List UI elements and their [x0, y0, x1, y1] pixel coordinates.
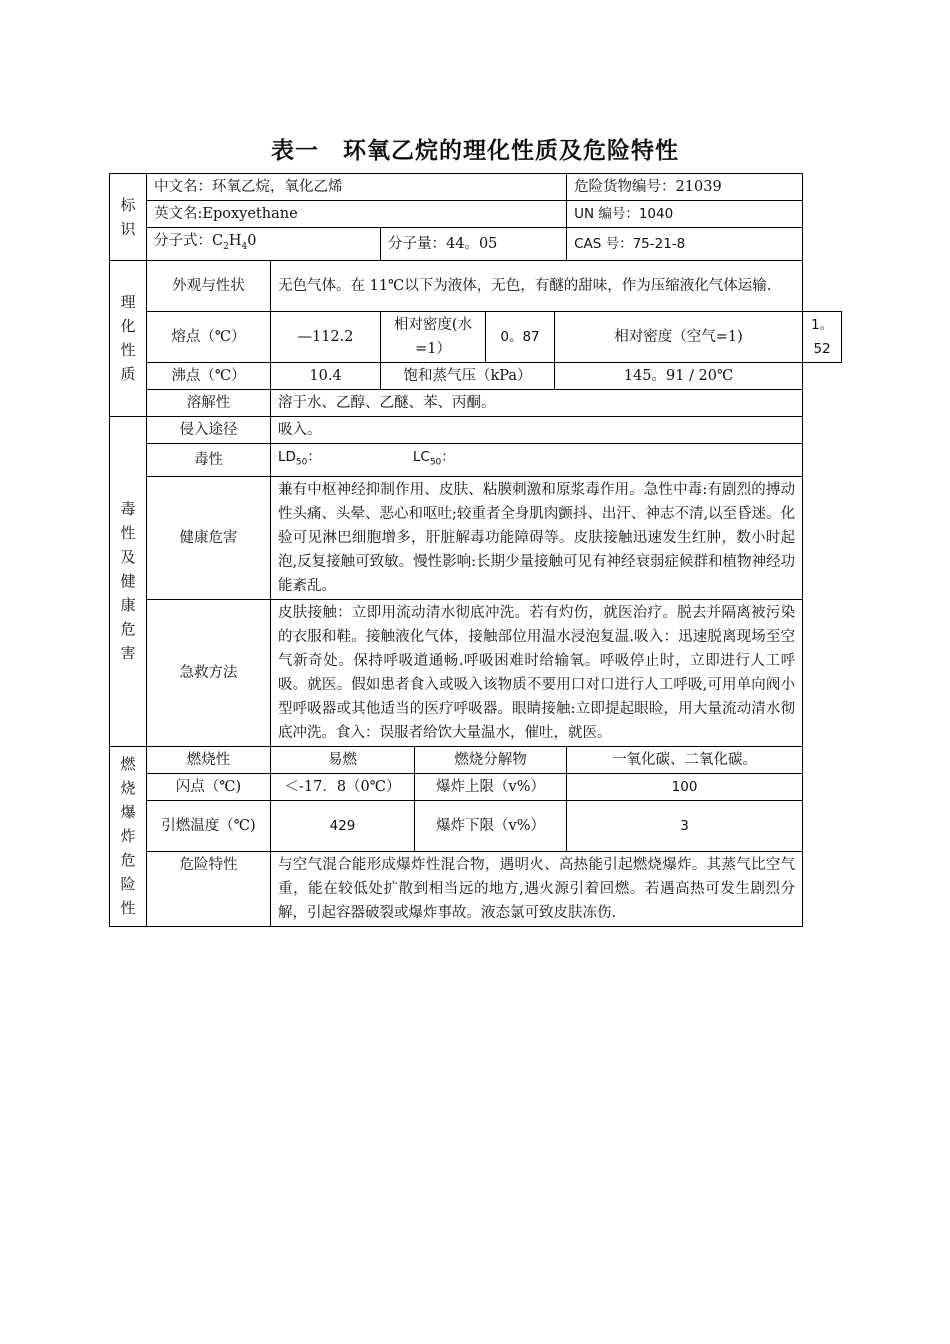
- table-row: [110, 476, 842, 599]
- appearance-value: 无色气体。在 11℃以下为液体，无色，有醚的甜味，作为压缩液化气体运输.: [271, 260, 803, 311]
- ignition-temp-value: 429: [271, 800, 415, 851]
- flash-point-value: ＜-17．8（0℃）: [271, 773, 415, 800]
- en-name: 英文名:Epoxyethane: [147, 201, 567, 228]
- molecular-formula: 分子式：$C_2H_40$: [147, 228, 381, 261]
- page-title: 表一 环氧乙烷的理化性质及危险特性: [271, 138, 679, 164]
- table-row: [110, 311, 842, 362]
- vapor-pressure-label: 饱和蒸气压（kPa）: [381, 362, 555, 389]
- table-row: [110, 851, 842, 926]
- hazard-characteristics-value: 与空气混合能形成爆炸性混合物，遇明火、高热能引起燃烧爆炸。其蒸气比空气重，能在较低处扩散到相当远的地方,遇火源引着回燃。若遇高热可发生剧烈分解，引起容器破裂或爆炸事故。液态氯可致皮肤冻伤.: [271, 851, 803, 926]
- section-physchem: 理 化 性 质: [110, 260, 147, 416]
- table-row: [110, 416, 842, 443]
- table-row: [110, 746, 842, 773]
- cn-name: 中文名：环氧乙烷，氧化乙烯: [147, 174, 567, 201]
- properties-table: [109, 173, 842, 927]
- table-row: [110, 174, 842, 201]
- melting-value: —112.2: [271, 311, 381, 362]
- section-identity: 标 识: [110, 174, 147, 261]
- table-row: [110, 260, 842, 311]
- melting-label: 熔点（℃）: [147, 311, 271, 362]
- rel-density-water-label: 相对密度(水=1）: [381, 311, 486, 362]
- health-hazard-value: 兼有中枢神经抑制作用、皮肤、粘膜刺激和原浆毒作用。急性中毒:有剧烈的搏动性头痛、头晕、恶心和呕吐;较重者全身肌肉颤抖、出汗、神志不清,以至昏迷。化验可见淋巴细胞增多，肝脏解毒功能障碍等。皮肤接触迅速发生红肿，数小时起泡,反复接触可致敏。慢性影响:长期少量接触可见有神经衰弱症候群和植物神经功能紊乱。: [271, 476, 803, 599]
- solubility-value: 溶于水、乙醇、乙醚、苯、丙酮。: [271, 389, 803, 416]
- boiling-value: 10.4: [271, 362, 381, 389]
- decomposition-value: 一氧化碳、二氧化碳。: [567, 746, 803, 773]
- flammability-value: 易燃: [271, 746, 415, 773]
- vapor-pressure-value: 145。91 / 20℃: [555, 362, 803, 389]
- flash-point-label: 闪点（℃): [147, 773, 271, 800]
- rel-density-water-value: 0。87: [486, 311, 555, 362]
- rel-density-air-label: 相对密度（空气=1): [555, 311, 803, 362]
- table-row: [110, 389, 842, 416]
- decomposition-label: 燃烧分解物: [415, 746, 567, 773]
- route-value: 吸入。: [271, 416, 803, 443]
- un-number: UN 编号：1040: [567, 201, 803, 228]
- table-row: [110, 599, 842, 746]
- first-aid-label: 急救方法: [147, 599, 271, 746]
- hazard-number: 危险货物编号：21039: [567, 174, 803, 201]
- table-row: [110, 201, 842, 228]
- ignition-temp-label: 引燃温度（℃): [147, 800, 271, 851]
- toxicity-value: $LD_{50}$： $LC_{50}$：: [271, 443, 803, 476]
- table-row: [110, 362, 842, 389]
- lower-limit-label: 爆炸下限（v%）: [415, 800, 567, 851]
- table-row: [110, 443, 842, 476]
- solubility-label: 溶解性: [147, 389, 271, 416]
- table-row: [110, 228, 842, 261]
- hazard-characteristics-label: 危险特性: [147, 851, 271, 926]
- table-row: [110, 773, 842, 800]
- upper-limit-label: 爆炸上限（v%）: [415, 773, 567, 800]
- section-fire: 燃 烧 爆 炸 危 险 性: [110, 746, 147, 926]
- table-row: [110, 800, 842, 851]
- first-aid-value: 皮肤接触：立即用流动清水彻底冲洗。若有灼伤，就医治疗。脱去并隔离被污染的衣服和鞋。接触液化气体，接触部位用温水浸泡复温.吸入：迅速脱离现场至空气新奇处。保持呼吸道通畅.呼吸困难时给输氧。呼吸停止时，立即进行人工呼吸。就医。假如患者食入或吸入该物质不要用口对口进行人工呼吸,可用单向阀小型呼吸器或其他适当的医疗呼吸器。眼睛接触:立即提起眼睑，用大量流动清水彻底冲洗。食入：误服者给饮大量温水，催吐，就医。: [271, 599, 803, 746]
- route-label: 侵入途径: [147, 416, 271, 443]
- molecular-weight: 分子量：44。05: [381, 228, 567, 261]
- toxicity-label: 毒性: [147, 443, 271, 476]
- flammability-label: 燃烧性: [147, 746, 271, 773]
- section-toxicity: 毒 性 及 健 康 危 害: [110, 416, 147, 746]
- upper-limit-value: 100: [567, 773, 803, 800]
- appearance-label: 外观与性状: [147, 260, 271, 311]
- boiling-label: 沸点（℃）: [147, 362, 271, 389]
- lower-limit-value: 3: [567, 800, 803, 851]
- rel-density-air-value: 1。52: [803, 311, 842, 362]
- health-hazard-label: 健康危害: [147, 476, 271, 599]
- cas-number: CAS 号：75-21-8: [567, 228, 803, 261]
